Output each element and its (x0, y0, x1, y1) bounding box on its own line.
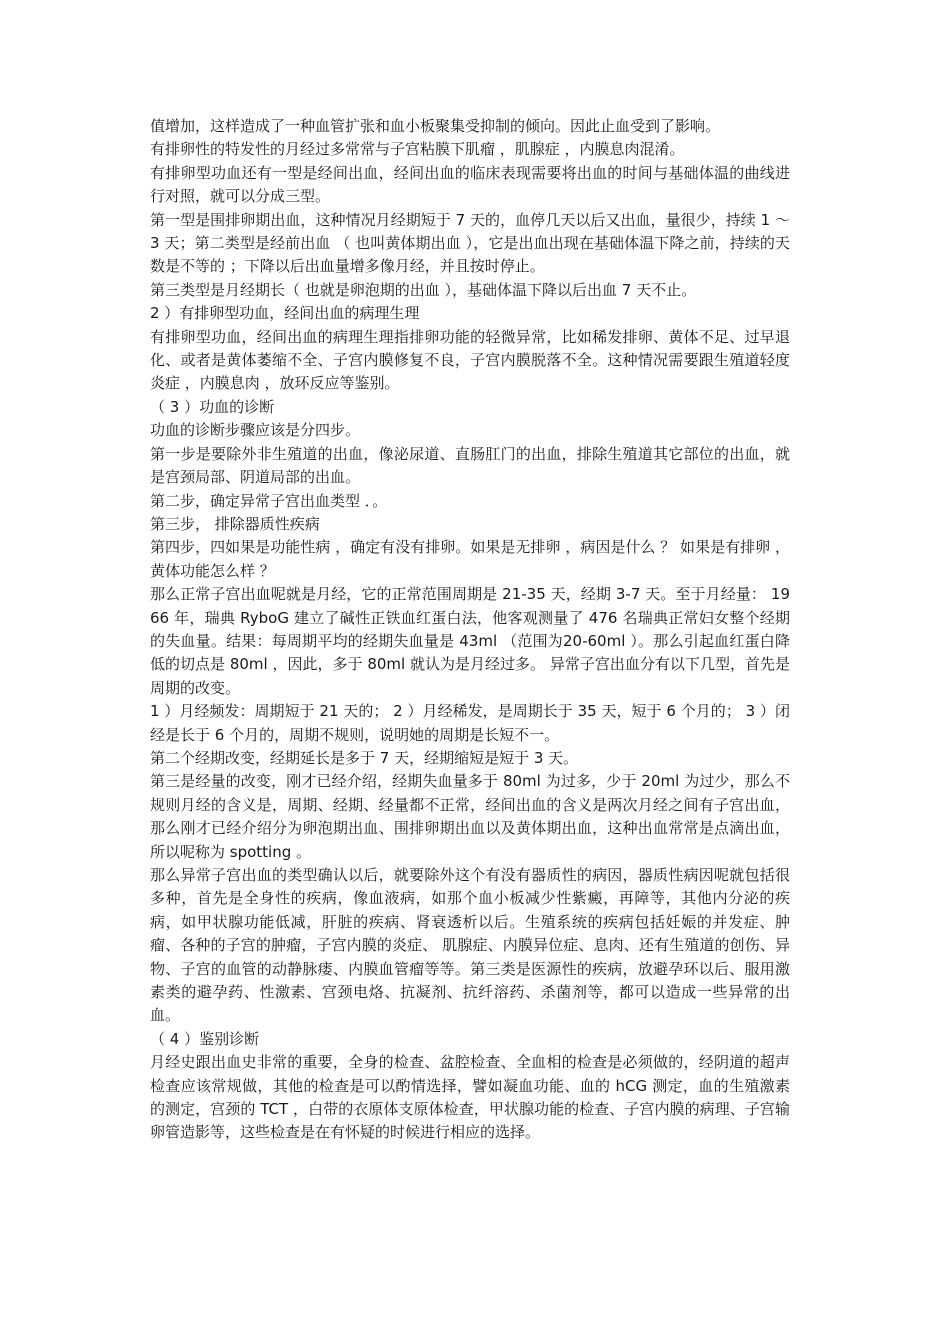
paragraph: 第四步，四如果是功能性病 ，确定有没有排卵。如果是无排卵 ，病因是什么 ？ 如果是有排卵 ，黄体功能怎么样 ？ (150, 538, 790, 580)
paragraph: 那么正常子宫出血呢就是月经，它的正常范围周期是 21-35 天，经期 3-7 天。至于月经量： 1966 年，瑞典 RyboG 建立了碱性正铁血红蛋白法，他客观测量了 476 名瑞典正常妇女整个经期的失血量。结果：每周期平均的经期失血量是 43ml （范围为20-60ml ）。那么引起血红蛋白降低的切点是 80ml ，因此，多于 80ml 就认为是月经过多。 异常子宫出血分有以下几型，首先是周期的改变。 (150, 585, 790, 697)
paragraph: 第三是经量的改变，刚才已经介绍，经期失血量多于 80ml 为过多，少于 20ml 为过少，那么不规则月经的含义是，周期、经期、经量都不正常，经间出血的含义是两次月经之间有子宫出血，那么刚才已经介绍分为卵泡期出血、围排卵期出血以及黄体期出血，这种出血常常是点滴出血，所以呢称为 spotting 。 (150, 772, 790, 861)
paragraph: 第一型是围排卵期出血，这种情况月经期短于 7 天的，血停几天以后又出血，量很少，持续 1 ～ 3 天；第二类型是经前出血 （ 也叫黄体期出血 ），它是出血出现在基础体温下降之前，持续的天数是不等的 ；下降以后出血量增多像月经，并且按时停止。 (150, 210, 790, 276)
paragraph: 有排卵性的特发性的月经过多常常与子宫粘膜下肌瘤 ，肌腺症 ，内膜息肉混淆。 (150, 140, 685, 159)
paragraph: 1 ）月经频发：周期短于 21 天的； 2 ）月经稀发，是周期长于 35 天，短于 6 个月的； 3 ）闭经是长于 6 个月的，周期不规则，说明她的周期是长短不一。 (150, 702, 790, 744)
document-body (150, 115, 790, 1145)
paragraph: 那么异常子宫出血的类型确认以后，就要除外这个有没有器质性的病因，器质性病因呢就包括很多种，首先是全身性的疾病，像血液病，如那个血小板减少性紫癜，再障等，其他内分泌的疾病，如甲状腺功能低减，肝脏的疾病、肾衰透析以后。生殖系统的疾病包括妊娠的并发症、肿瘤、各种的子宫的肿瘤，子宫内膜的炎症、 肌腺症、内膜异位症、息肉、还有生殖道的创伤、异物、子宫的血管的动静脉瘘、内膜血管瘤等等。第三类是医源性的疾病，放避孕环以后、服用激素类的避孕药、性激素、宫颈电烙、抗凝剂、抗纤溶药、杀菌剂等，都可以造成一些异常的出血。 (150, 866, 790, 1025)
paragraph: 值增加，这样造成了一种血管扩张和血小板聚集受抑制的倾向。因此止血受到了影响。 (150, 117, 721, 135)
paragraph: 有排卵型功血，经间出血的病理生理指排卵功能的轻微异常，比如稀发排卵、黄体不足、过早退化、或者是黄体萎缩不全、子宫内膜修复不良，子宫内膜脱落不全。这种情况需要跟生殖道轻度炎症 ，内膜息肉 ，放环反应等鉴别。 (150, 327, 790, 393)
section-heading: （ 3 ）功血的诊断 (150, 397, 275, 416)
paragraph: 第二个经期改变，经期延长是多于 7 天，经期缩短是短于 3 天。 (150, 748, 579, 767)
section-heading: 2 ）有排卵型功血，经间出血的病理生理 (150, 304, 420, 323)
paragraph: 第三类型是月经期长（ 也就是卵泡期的出血 ），基础体温下降以后出血 7 天不止。 (150, 280, 697, 299)
paragraph: 功血的诊断步骤应该是分四步。 (150, 421, 361, 440)
paragraph: 有排卵型功血还有一型是经间出血，经间出血的临床表现需要将出血的时间与基础体温的曲线进行对照，就可以分成三型。 (150, 163, 790, 206)
paragraph: 第二步，确定异常子宫出血类型 ．。 (150, 491, 388, 510)
section-heading: （ 4 ）鉴别诊断 (150, 1029, 260, 1048)
paragraph: 第一步是要除外非生殖道的出血，像泌尿道、直肠肛门的出血，排除生殖道其它部位的出血，就是宫颈局部、阴道局部的出血。 (150, 444, 790, 487)
paragraph: 第三步， 排除器质性疾病 (150, 514, 320, 533)
paragraph: 月经史跟出血史非常的重要，全身的检查、盆腔检查、全血相的检查是必须做的，经阴道的超声检查应该常规做，其他的检查是可以酌情选择，譬如凝血功能、血的 hCG 测定，血的生殖激素的测定，宫颈的 TCT ，白带的衣原体支原体检查，甲状腺功能的检查、子宫内膜的病理、子宫输卵管造影等，这些检查是在有怀疑的时候进行相应的选择。 (150, 1053, 790, 1142)
